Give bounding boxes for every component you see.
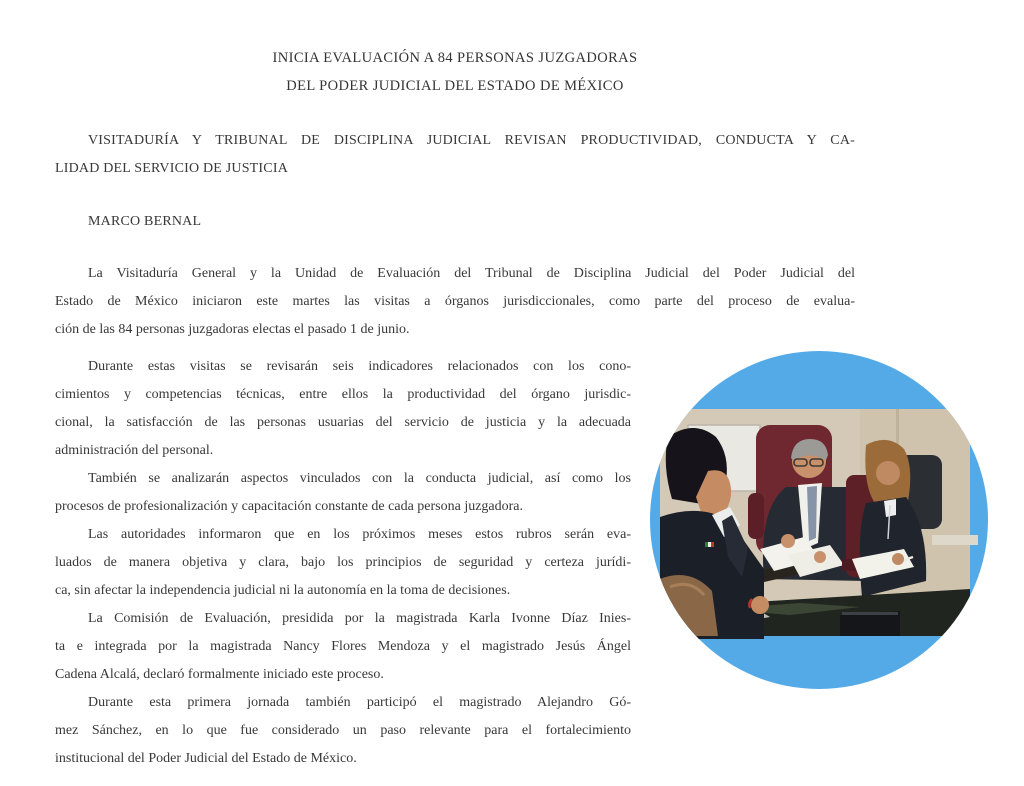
text-line: Estado de México iniciaron este martes las visitas a órganos jurisdiccionales, como parte del proceso de evalua- <box>55 294 855 309</box>
text-line: También se analizarán aspectos vinculados con la conducta judicial, así como los <box>88 471 631 486</box>
text-line: cimientos y competencias técnicas, entre ellos la productividad del órgano jurisdic- <box>55 387 631 402</box>
text-line: ca, sin afectar la independencia judicial ni la autonomía en la toma de decisiones. <box>55 583 511 598</box>
title-line: INICIA EVALUACIÓN A 84 PERSONAS JUZGADORAS <box>272 50 638 66</box>
text-line: mez Sánchez, en lo que fue considerado un paso relevante para el fortalecimiento <box>55 723 631 738</box>
text-line: ción de las 84 personas juzgadoras electas el pasado 1 de junio. <box>55 322 410 337</box>
article-byline <box>55 208 855 236</box>
text-line: Las autoridades informaron que en los próximos meses estos rubros serán eva- <box>88 527 631 542</box>
text-line: VISITADURÍA Y TRIBUNAL DE DISCIPLINA JUDICIAL REVISAN PRODUCTIVIDAD, CONDUCTA Y CA- <box>88 133 855 148</box>
article-title <box>55 44 855 100</box>
text-line: MARCO BERNAL <box>88 214 202 229</box>
circular-photo <box>650 351 988 689</box>
article-body <box>55 689 631 773</box>
article-body <box>55 605 631 689</box>
text-line: institucional del Poder Judicial del Estado de México. <box>55 751 357 766</box>
article-body <box>55 353 631 465</box>
text-line: procesos de profesionalización y capacitación constante de cada persona juzgadora. <box>55 499 524 514</box>
text-line: La Visitaduría General y la Unidad de Evaluación del Tribunal de Disciplina Judicial del Poder Judicial del <box>88 266 855 281</box>
text-line: La Comisión de Evaluación, presidida por la magistrada Karla Ivonne Díaz Inies- <box>88 611 631 626</box>
text-line: Durante estas visitas se revisarán seis indicadores relacionados con los cono- <box>88 359 631 374</box>
text-line: luados de manera objetiva y clara, bajo los principios de seguridad y certeza jurídi- <box>55 555 631 570</box>
text-line: Cadena Alcalá, declaró formalmente iniciado este proceso. <box>55 667 384 682</box>
article-subtitle <box>55 127 855 183</box>
meeting-photo-illustration <box>660 409 978 639</box>
text-line: administración del personal. <box>55 443 214 458</box>
article-body <box>55 465 631 521</box>
title-line: DEL PODER JUDICIAL DEL ESTADO DE MÉXICO <box>286 78 624 94</box>
text-line: cional, la satisfacción de las personas usuarias del servicio de justicia y la adecuada <box>55 415 631 430</box>
text-line: LIDAD DEL SERVICIO DE JUSTICIA <box>55 161 289 176</box>
text-line: Durante esta primera jornada también participó el magistrado Alejandro Gó- <box>88 695 631 710</box>
text-line: ta e integrada por la magistrada Nancy Flores Mendoza y el magistrado Jesús Ángel <box>55 639 631 654</box>
article-photo <box>650 351 988 689</box>
article-lead <box>55 260 855 344</box>
article-body <box>55 521 631 605</box>
